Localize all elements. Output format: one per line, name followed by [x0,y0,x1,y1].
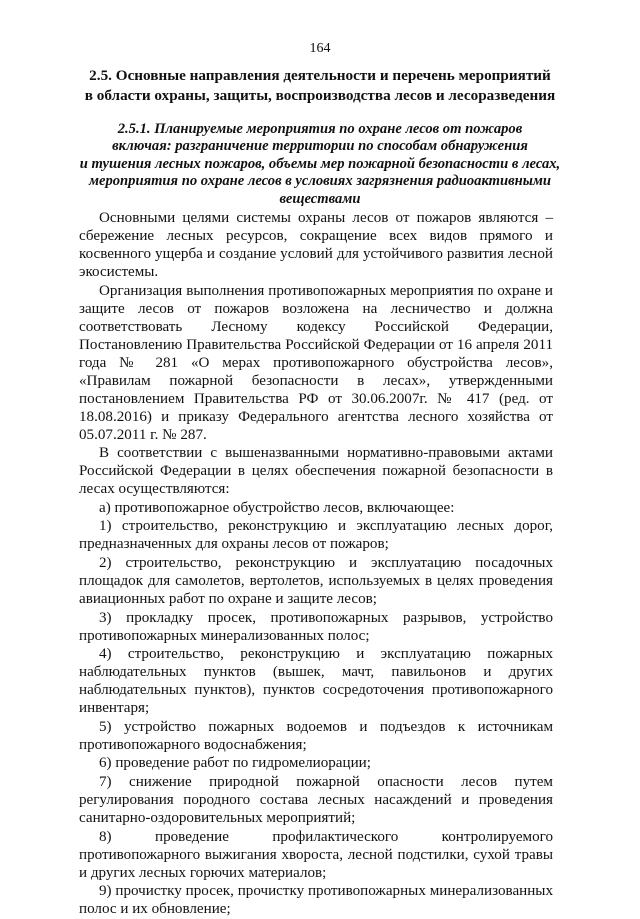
subsection-title-line: мероприятия по охране лесов в условиях загрязнения радиоактивными [88,173,552,190]
paragraph-organization: Организация выполнения противопожарных мероприятия по охране и защите лесов от пожаров возложена на лесничество и должна соответствовать Лесному кодексу Российской Федерации, Постановлению Правительства Российской Федерации от 16 апреля 2011 года № 281 «О мерах противопожарного обустройства лесов», «Правилам пожарной безопасности в лесах», утвержденными постановлением Правительства РФ от 30.06.2007г. № 417 (ред. от 18.08.2016) и приказу Федерального агентства лесного хозяйства от 05.07.2011 г. № 287. [79,282,553,443]
list-item: 4) строительство, реконструкцию и эксплуатацию пожарных наблюдательных пунктов (вышек, мачт, павильонов и других наблюдательных пунктов), пунктов сосредоточения противопожарного инвентаря; [79,646,553,717]
list-item: 8) проведение профилактического контролируемого противопожарного выжигания хвороста, лесной подстилки, сухой травы и других лесных горючих материалов; [79,828,553,881]
list-item: 2) строительство, реконструкцию и эксплуатацию посадочных площадок для самолетов, вертолетов, используемых в целях проведения авиационных работ по охране и защите лесов; [79,554,553,607]
subsection-title-line: веществами [279,190,361,207]
list-item: 7) снижение природной пожарной опасности лесов путем регулирования породного состава лесных насаждений и проведения санитарно-оздоровительных мероприятий; [79,773,553,826]
list-item: 9) прочистку просек, прочистку противопожарных минерализованных полос и их обновление; [79,883,553,918]
list-item: 1) строительство, реконструкцию и эксплуатацию лесных дорог, предназначенных для охраны лесов от пожаров; [79,518,553,553]
section-title-line: 2.5. Основные направления деятельности и перечень мероприятий [89,67,551,84]
list-item: 5) устройство пожарных водоемов и подъездов к источникам противопожарного водоснабжения; [79,718,553,753]
list-item: 3) прокладку просек, противопожарных разрывов, устройство противопожарных минерализованных полос; [79,609,553,644]
paragraph-goals: Основными целями системы охраны лесов от пожаров являются – сбережение лесных ресурсов, сокращение всех видов прямого и косвенного ущерба и создание условий для устойчивого развития лесной экосистемы. [79,210,553,280]
subsection-title-line: и тушения лесных пожаров, объемы мер пожарной безопасности в лесах, [79,155,561,172]
subsection-title [60,121,580,208]
section-title [60,66,580,106]
list-item: а) противопожарное обустройство лесов, включающее: [99,499,455,516]
list-item: 6) проведение работ по гидромелиорации; [99,755,371,772]
body-text [79,209,553,919]
subsection-title-line: включая: разграничение территории по способам обнаружения [112,138,528,155]
paragraph-legal-basis: В соответствии с вышеназванными нормативно-правовыми актами Российской Федерации в целях обеспечения пожарной безопасности в лесах осуществляются: [79,445,553,498]
section-title-line: в области охраны, защиты, воспроизводства лесов и лесоразведения [84,87,556,104]
page-number: 164 [309,41,331,56]
subsection-title-line: 2.5.1. Планируемые мероприятия по охране лесов от пожаров [117,121,523,137]
